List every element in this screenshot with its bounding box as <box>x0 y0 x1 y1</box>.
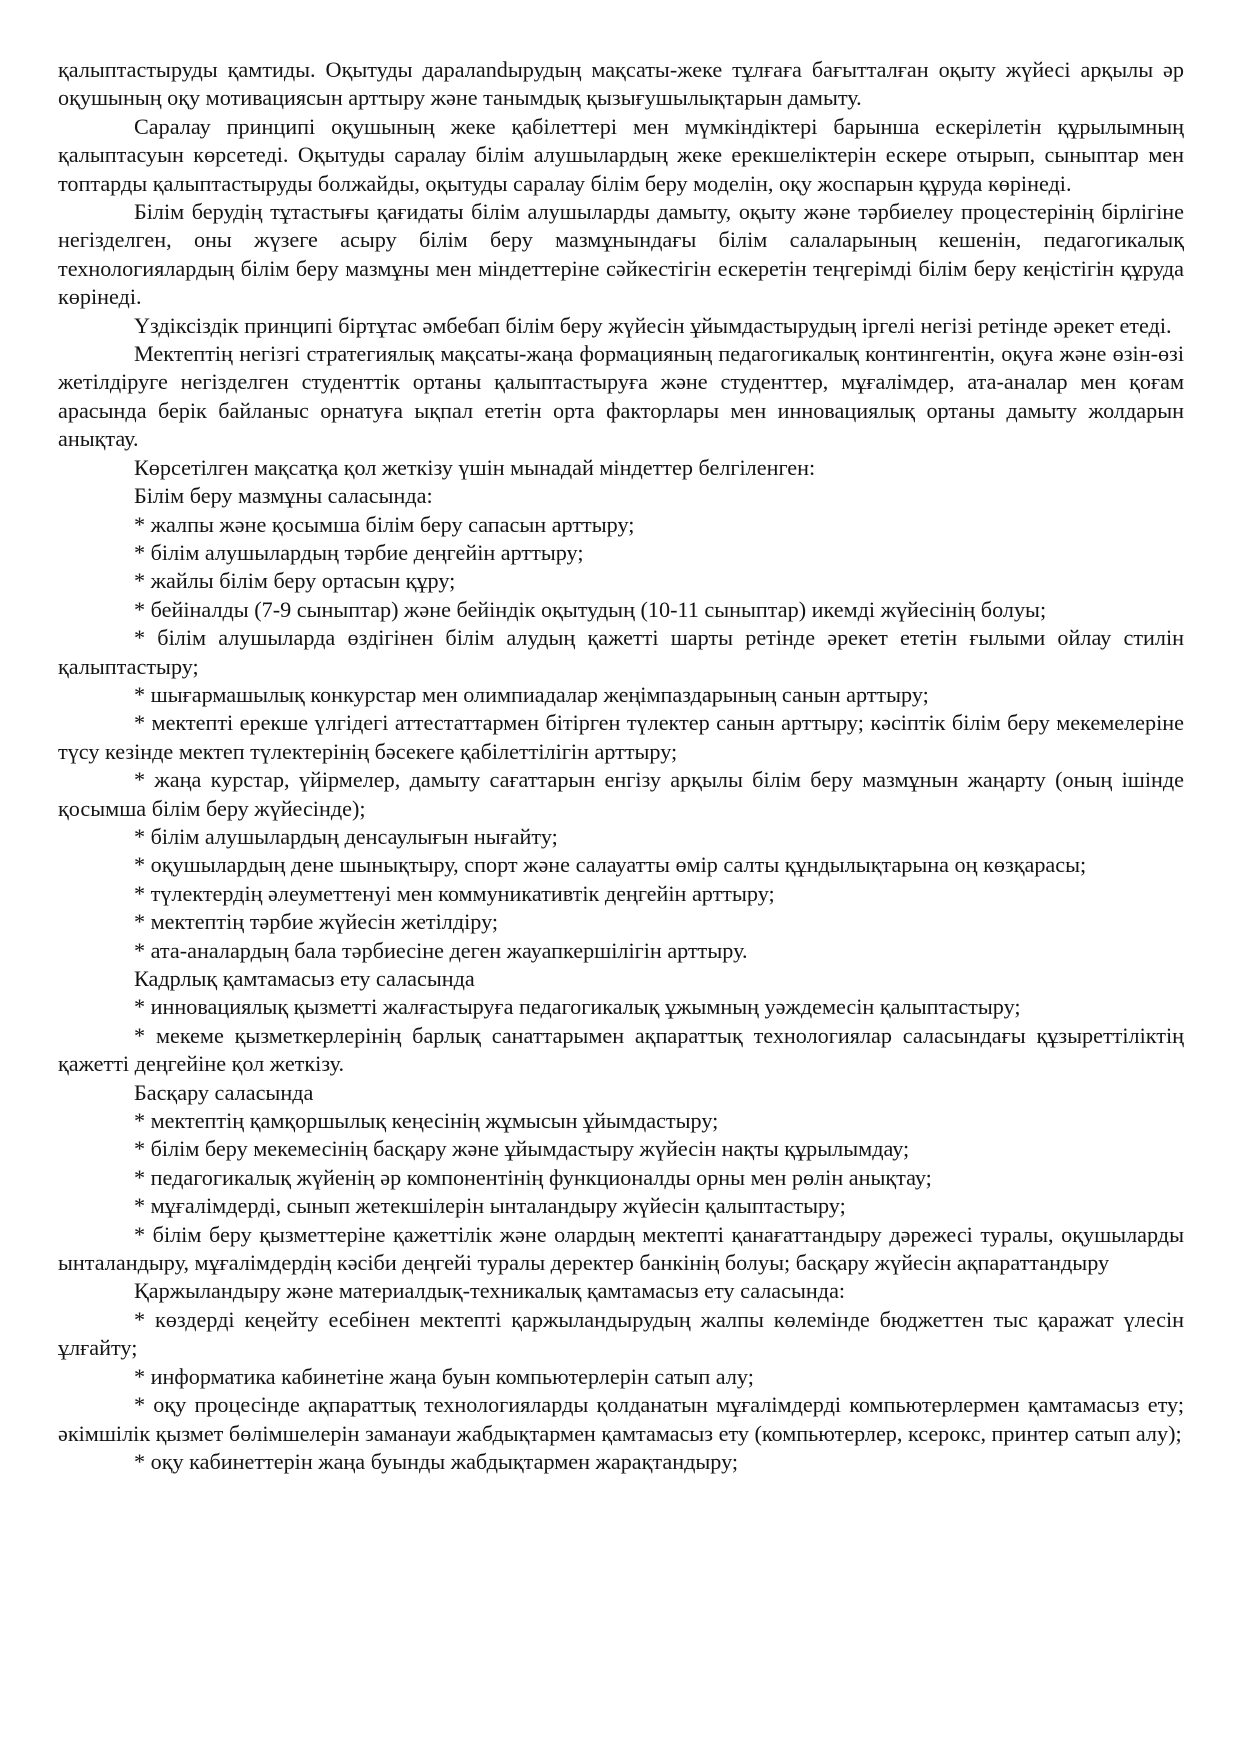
list-item: * инновациялық қызметті жалғастыруға педагогикалық ұжымның уәждемесін қалыптастыру; <box>134 994 1021 1020</box>
list-item: * жаңа курстар, үйірмелер, дамыту сағаттарын енгізу арқылы білім беру мазмұнын жаңарту (оның ішінде қосымша білім беру жүйесінде); <box>58 767 1184 821</box>
list-item: * білім алушылардың денсаулығын нығайту; <box>134 823 558 849</box>
list-item: * мектептің тәрбие жүйесін жетілдіру; <box>134 909 499 935</box>
paragraph: қалыптастыруды қамтиды. Оқытуды даралandырудың мақсаты-жеке тұлғаға бағытталған оқыту жүйесі арқылы әр оқушының оқу мотивациясын арттыру және танымдық қызығушылықтарын дамыту. <box>58 57 1184 111</box>
list-item: * оқушылардың дене шынықтыру, спорт және салауатты өмір салты құндылықтарына оң көзқарасы; <box>134 852 1087 878</box>
section-heading: Қаржыландыру және материалдық-техникалық қамтамасыз ету саласында: <box>134 1278 846 1304</box>
list-item: * мұғалімдерді, сынып жетекшілерін ынталандыру жүйесін қалыптастыру; <box>134 1193 846 1219</box>
list-item: * мекеме қызметкерлерінің барлық санаттарымен ақпараттық технологиялар саласындағы құзыреттіліктің қажетті деңгейіне қол жеткізу. <box>58 1022 1184 1077</box>
list-item: * мектептің қамқоршылық кеңесінің жұмысын ұйымдастыру; <box>134 1108 719 1134</box>
document-page <box>58 56 1184 1476</box>
list-item: * жалпы және қосымша білім беру сапасын арттыру; <box>134 511 635 537</box>
list-item: * информатика кабинетіне жаңа буын компьютерлерін сатып алу; <box>134 1363 754 1389</box>
paragraph: Үздіксіздік принципі біртұтас әмбебап білім беру жүйесін ұйымдастырудың іргелі негізі ретінде әрекет етеді. <box>134 312 1172 338</box>
list-item: * білім алушыларда өздігінен білім алудың қажетті шарты ретінде әрекет ететін ғылыми ойлау стилін қалыптастыру; <box>58 625 1184 679</box>
list-item: * білім алушылардың тәрбие деңгейін арттыру; <box>134 539 584 565</box>
list-item: * түлектердің әлеуметтенуі мен коммуникативтік деңгейін арттыру; <box>134 880 775 906</box>
list-item: * оқу кабинеттерін жаңа буынды жабдықтармен жарақтандыру; <box>134 1448 739 1474</box>
paragraph: Білім берудің тұтастығы қағидаты білім алушыларды дамыту, оқыту және тәрбиелеу процестерінің бірлігіне негізделген, оны жүзеге асыру білім беру мазмұнындағы білім салаларының кешенін, педагогикалық технологиялардың білім беру мазмұны мен міндеттеріне сәйкестігін ескеретін теңгерімді білім беру кеңістігін құруда көрінеді. <box>58 199 1184 310</box>
section-heading: Кадрлық қамтамасыз ету саласында <box>134 966 475 991</box>
list-item: * ата-аналардың бала тәрбиесіне деген жауапкершілігін арттыру. <box>134 937 748 963</box>
list-item: * шығармашылық конкурстар мен олимпиадалар жеңімпаздарының санын арттыру; <box>134 681 929 707</box>
list-item: * мектепті ерекше үлгідегі аттестаттармен бітірген түлектер санын арттыру; кәсіптік білім беру мекемелеріне түсу кезінде мектеп түлектерінің бәсекеге қабілеттілігін арттыру; <box>58 710 1184 764</box>
list-item: * білім беру мекемесінің басқару және ұйымдастыру жүйесін нақты құрылымдау; <box>134 1136 910 1162</box>
paragraph: Мектептің негізгі стратегиялық мақсаты-жаңа формацияның педагогикалық контингентін, оқуға және өзін-өзі жетілдіруге негізделген студенттік ортаны қалыптастыруға және студенттер, мұғалімдер, ата-аналар мен қоғам арасында берік байланыс орнатуға ықпал ететін орта факторлары мен инновациялық ортаны дамыту жолдарын анықтау. <box>58 341 1184 452</box>
list-item: * жайлы білім беру ортасын құру; <box>134 568 456 594</box>
section-heading: Басқару саласында <box>134 1079 314 1105</box>
paragraph: Саралау принципі оқушының жеке қабілеттері мен мүмкіндіктері барынша ескерілетін құрылымның қалыптасуын көрсетеді. Оқытуды саралау білім алушылардың жеке ерекшеліктерін ескере отырып, сыныптар мен топтарды қалыптастыруды болжайды, оқытуды саралау білім беру моделін, оқу жоспарын құруда көрінеді. <box>58 113 1184 196</box>
list-item: * оқу процесінде ақпараттық технологияларды қолданатын мұғалімдерді компьютерлермен қамтамасыз ету; әкімшілік қызмет бөлімшелерін заманауи жабдықтармен қамтамасыз ету (компьютерлер, ксерокс, принтер сатып алу); <box>58 1392 1184 1446</box>
paragraph: Көрсетілген мақсатқа қол жеткізу үшін мынадай міндеттер белгіленген: <box>134 454 816 480</box>
list-item: * көздерді кеңейту есебінен мектепті қаржыландырудың жалпы көлемінде бюджеттен тыс қаражат үлесін ұлғайту; <box>58 1306 1184 1361</box>
list-item: * бейіналды (7-9 сыныптар) және бейіндік оқытудың (10-11 сыныптар) икемді жүйесінің болуы; <box>134 596 1047 622</box>
list-item: * педагогикалық жүйенің әр компонентінің функционалды орны мен рөлін анықтау; <box>134 1164 932 1190</box>
section-heading: Білім беру мазмұны саласында: <box>134 483 433 509</box>
list-item: * білім беру қызметтеріне қажеттілік және олардың мектепті қанағаттандыру дәрежесі туралы, оқушыларды ынталандыру, мұғалімдердің кәсіби деңгейі туралы деректер банкінің болуы; басқару жүйесін ақпараттандыру <box>58 1221 1184 1276</box>
